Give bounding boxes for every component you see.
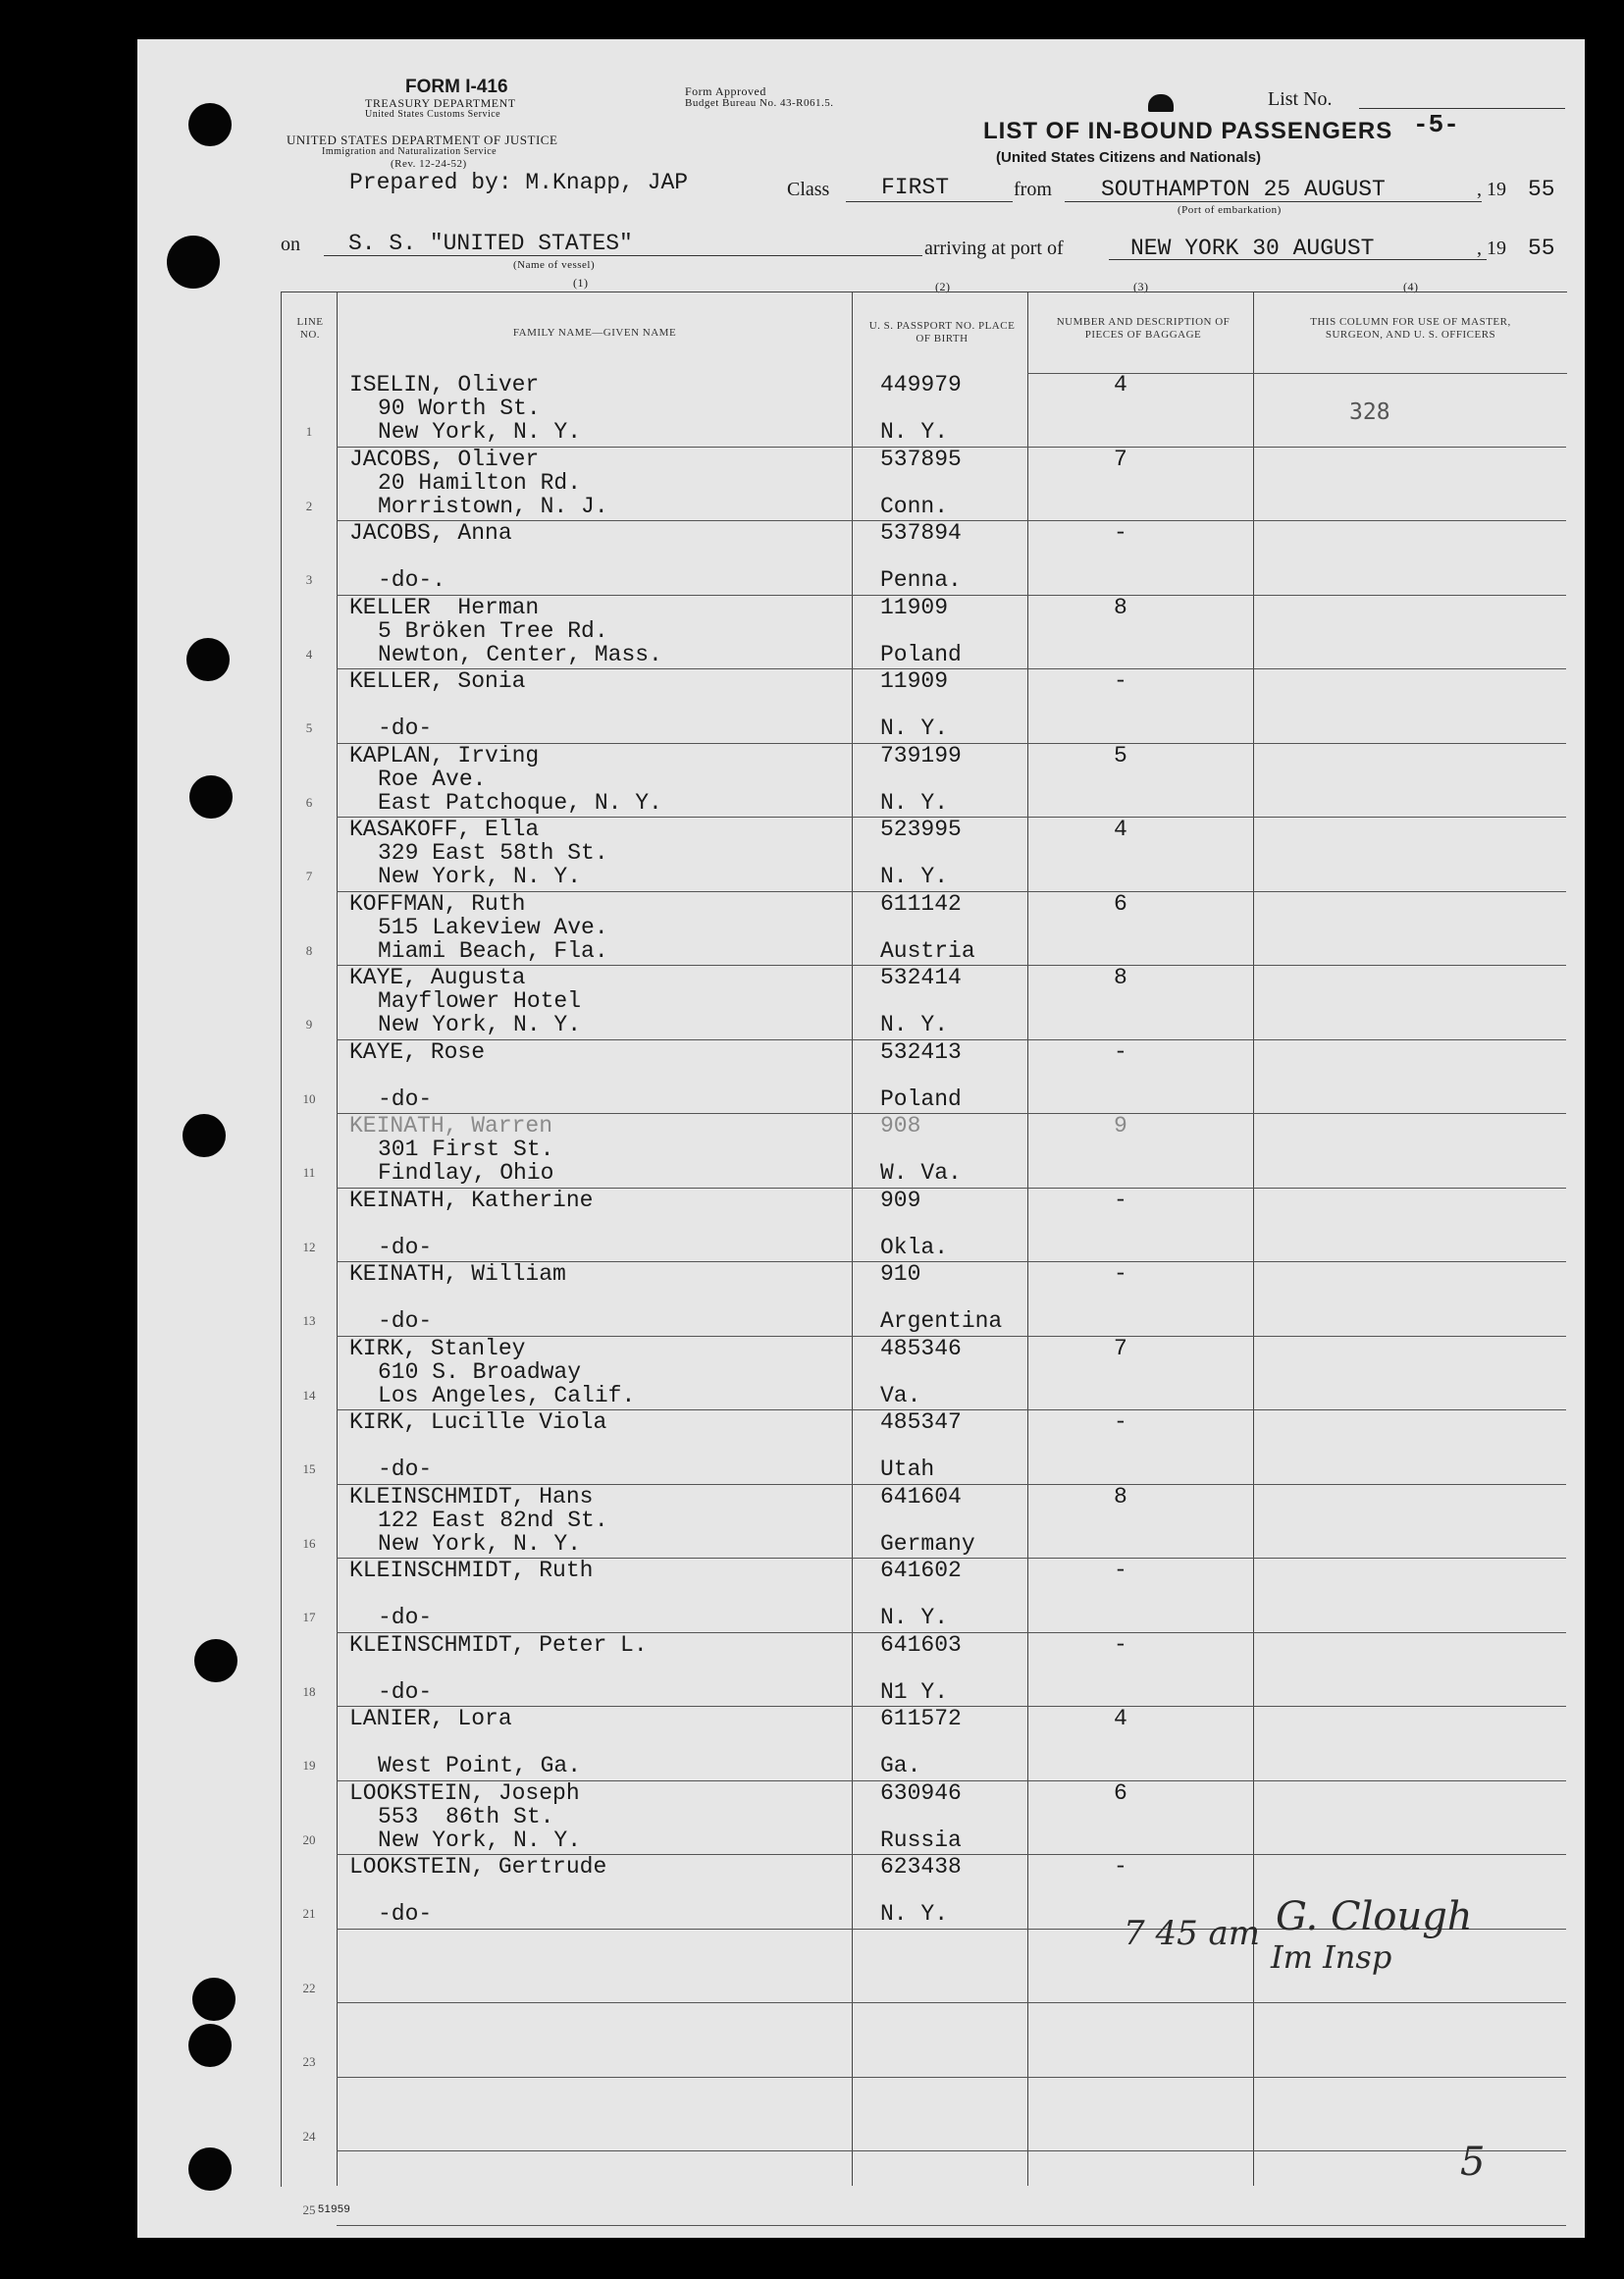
place-of-birth: Utah (880, 1457, 935, 1482)
place-of-birth: Poland (880, 1086, 962, 1112)
punch-hole (186, 638, 230, 681)
baggage-count: - (1114, 1631, 1127, 1658)
baggage-count: 4 (1114, 372, 1127, 398)
passport-number: 623438 (880, 1854, 962, 1880)
baggage-count: - (1114, 1558, 1127, 1583)
passport-number: 739199 (880, 742, 962, 768)
passenger-name: JACOBS, Oliver (349, 446, 540, 472)
line-number: 12 (302, 1239, 316, 1254)
line-number: 19 (302, 1758, 316, 1773)
passport-number: 630946 (880, 1779, 962, 1806)
place-of-birth: N. Y. (880, 1901, 949, 1927)
vessel-note: (Name of vessel) (513, 259, 596, 271)
baggage-count: - (1114, 668, 1127, 694)
passenger-name: KEINATH, Warren (349, 1113, 553, 1139)
baggage-count: - (1114, 1854, 1127, 1880)
punch-hole (188, 2024, 232, 2067)
address-line-1: 5 Bröken Tree Rd. (378, 617, 608, 644)
address-line-1: 90 Worth St. (378, 396, 541, 421)
address-line-2: Miami Beach, Fla. (378, 937, 608, 964)
arriving-value: NEW YORK 30 AUGUST (1130, 236, 1375, 261)
baggage-count: - (1114, 520, 1127, 546)
passenger-name: LANIER, Lora (349, 1706, 512, 1731)
list-no-mark (1148, 94, 1174, 112)
passport-number: 485346 (880, 1335, 962, 1361)
baggage-count: 5 (1114, 742, 1127, 768)
address-line-2: West Point, Ga. (378, 1753, 582, 1778)
place-of-birth: N. Y. (880, 419, 949, 445)
header-officers: THIS COLUMN FOR USE OF MASTER, SURGEON, AND U. S. OFFICERS (1310, 316, 1511, 341)
place-of-birth: Argentina (880, 1308, 1003, 1334)
treasury-dept: TREASURY DEPARTMENT (365, 96, 516, 110)
address-line-2: -do- (378, 1086, 433, 1112)
place-of-birth: W. Va. (880, 1160, 962, 1186)
list-no-value: -5- (1413, 110, 1459, 139)
from-year: 55 (1528, 177, 1555, 202)
address-line-2: Newton, Center, Mass. (378, 641, 662, 667)
passenger-name: KEINATH, William (349, 1261, 566, 1287)
address-line-2: -do- (378, 1678, 433, 1705)
address-line-1: Mayflower Hotel (378, 988, 582, 1014)
from-value: SOUTHAMPTON 25 AUGUST (1101, 177, 1386, 202)
col-index-3: (3) (1133, 280, 1149, 293)
address-line-2: -do- (378, 1234, 433, 1260)
form-title: FORM I-416 (405, 77, 508, 97)
baggage-count: - (1114, 1409, 1127, 1435)
address-line-2: -do- (378, 1308, 433, 1334)
passenger-name: LOOKSTEIN, Gertrude (349, 1854, 607, 1880)
line-number: 25 (302, 2202, 316, 2217)
handwritten-page-mark: 5 (1460, 2140, 1486, 2185)
passenger-name: KAPLAN, Irving (349, 742, 540, 768)
header-line-no: LINE NO. (296, 316, 324, 341)
punch-hole (188, 2147, 232, 2191)
place-of-birth: N. Y. (880, 864, 949, 889)
passenger-name: KOFFMAN, Ruth (349, 890, 526, 917)
baggage-count: 4 (1114, 1706, 1127, 1731)
passport-number: 641604 (880, 1483, 962, 1510)
place-of-birth: N. Y. (880, 716, 949, 741)
class-underline (846, 201, 1013, 202)
baggage-count: 4 (1114, 817, 1127, 842)
place-of-birth: Poland (880, 641, 962, 667)
passport-number: 641603 (880, 1631, 962, 1658)
passport-number: 641602 (880, 1558, 962, 1583)
address-line-1: 122 East 82nd St. (378, 1507, 608, 1533)
line-number: 14 (302, 1387, 316, 1403)
baggage-count: 9 (1114, 1113, 1127, 1139)
line-number: 13 (302, 1313, 316, 1328)
place-of-birth: Penna. (880, 567, 962, 593)
form-rev: (Rev. 12-24-52) (391, 158, 467, 170)
passenger-name: KIRK, Stanley (349, 1335, 526, 1361)
line-number: 4 (305, 646, 313, 662)
address-line-1: 610 S. Broadway (378, 1358, 582, 1385)
passenger-name: KEINATH, Katherine (349, 1187, 594, 1213)
customs-service: United States Customs Service (365, 109, 501, 120)
punch-hole (188, 103, 232, 146)
place-of-birth: Russia (880, 1827, 962, 1853)
line-number: 18 (302, 1683, 316, 1699)
address-line-2: -do- (378, 1901, 433, 1927)
passenger-name: KIRK, Lucille Viola (349, 1409, 607, 1435)
line-number: 9 (305, 1017, 313, 1032)
passenger-name: ISELIN, Oliver (349, 372, 540, 398)
address-line-2: Los Angeles, Calif. (378, 1382, 636, 1408)
line-number: 5 (305, 720, 313, 735)
address-line-2: Morristown, N. J. (378, 493, 608, 519)
punch-hole (183, 1114, 226, 1157)
address-line-2: Findlay, Ohio (378, 1160, 554, 1186)
baggage-count: - (1114, 1261, 1127, 1287)
handwritten-signature: G. Clough (1276, 1894, 1473, 1939)
passport-number: 11909 (880, 668, 949, 694)
passport-number: 11909 (880, 594, 949, 620)
baggage-count: 7 (1114, 446, 1127, 472)
from-label: from (1014, 179, 1052, 200)
address-line-2: New York, N. Y. (378, 1012, 582, 1037)
table-row (281, 2003, 1566, 2078)
ins-service: Immigration and Naturalization Service (322, 146, 498, 157)
line-number: 10 (302, 1090, 316, 1106)
line-number: 11 (302, 1165, 316, 1180)
place-of-birth: N1 Y. (880, 1678, 949, 1705)
passenger-name: KASAKOFF, Ella (349, 817, 540, 842)
passenger-name: KLEINSCHMIDT, Peter L. (349, 1631, 648, 1658)
line-number: 8 (305, 942, 313, 958)
passenger-name: JACOBS, Anna (349, 520, 512, 546)
address-line-2: New York, N. Y. (378, 864, 582, 889)
address-line-2: -do- (378, 1457, 433, 1482)
punch-hole (192, 1978, 236, 2021)
place-of-birth: Okla. (880, 1234, 949, 1260)
line-number: 7 (305, 869, 313, 883)
port-embark-note: (Port of embarkation) (1178, 204, 1282, 216)
passport-number: 485347 (880, 1409, 962, 1435)
baggage-count: 8 (1114, 1483, 1127, 1510)
line-number: 22 (302, 1980, 316, 1995)
place-of-birth: Germany (880, 1530, 975, 1557)
header-name: FAMILY NAME—GIVEN NAME (512, 327, 677, 339)
address-line-1: 20 Hamilton Rd. (378, 469, 582, 496)
prepared-by: Prepared by: M.Knapp, JAP (349, 170, 689, 195)
arr-year: 55 (1528, 236, 1555, 261)
row-line (337, 2225, 1566, 2226)
baggage-count: 8 (1114, 965, 1127, 990)
address-line-1: 301 First St. (378, 1137, 554, 1162)
line-number: 1 (305, 424, 313, 439)
address-line-1: 553 86th St. (378, 1803, 554, 1829)
passenger-name: KAYE, Augusta (349, 965, 526, 990)
line-number: 24 (302, 2128, 316, 2144)
place-of-birth: Ga. (880, 1753, 921, 1778)
passenger-name: KAYE, Rose (349, 1038, 486, 1065)
place-of-birth: N. Y. (880, 789, 949, 816)
line-number: 3 (305, 572, 313, 587)
place-of-birth: Austria (880, 937, 975, 964)
passport-number: 909 (880, 1187, 921, 1213)
passport-number: 910 (880, 1261, 921, 1287)
passenger-name: LOOKSTEIN, Joseph (349, 1779, 580, 1806)
table-row (281, 2078, 1566, 2152)
address-line-2: -do- (378, 716, 433, 741)
place-of-birth: Conn. (880, 493, 949, 519)
table-row (281, 2151, 1566, 2226)
passport-number: 537895 (880, 446, 962, 472)
punch-hole (189, 775, 233, 819)
class-label: Class (787, 179, 830, 200)
passport-number: 523995 (880, 817, 962, 842)
place-of-birth: Va. (880, 1382, 921, 1408)
arr-year-prefix: , 19 (1477, 238, 1506, 259)
vessel-name: S. S. "UNITED STATES" (348, 231, 633, 256)
passenger-name: KLEINSCHMIDT, Ruth (349, 1558, 594, 1583)
address-line-1: Roe Ave. (378, 766, 487, 792)
col-index-1: (1) (573, 276, 589, 290)
line-number: 2 (305, 498, 313, 513)
baggage-count: 6 (1114, 1779, 1127, 1806)
address-line-2: New York, N. Y. (378, 419, 582, 445)
passport-number: 537894 (880, 520, 962, 546)
passenger-name: KELLER Herman (349, 594, 540, 620)
col-index-4: (4) (1403, 280, 1419, 293)
on-label: on (281, 234, 300, 255)
line-number: 21 (302, 1906, 316, 1921)
line-number: 20 (302, 1831, 316, 1847)
arriving-label: arriving at port of (924, 238, 1064, 259)
passport-number: 532414 (880, 965, 962, 990)
address-line-2: -do- (378, 1605, 433, 1630)
footer-code: 51959 (318, 2203, 351, 2215)
justice-dept: UNITED STATES DEPARTMENT OF JUSTICE (287, 132, 558, 147)
baggage-count: 6 (1114, 890, 1127, 917)
header-passport: U. S. PASSPORT NO. PLACE OF BIRTH (868, 320, 1016, 344)
line-number: 16 (302, 1535, 316, 1551)
list-subtitle: (United States Citizens and Nationals) (996, 149, 1262, 166)
place-of-birth: N. Y. (880, 1605, 949, 1630)
baggage-count: 7 (1114, 1335, 1127, 1361)
passport-number: 449979 (880, 372, 962, 398)
passenger-name: KLEINSCHMIDT, Hans (349, 1483, 594, 1510)
passenger-name: KELLER, Sonia (349, 668, 526, 694)
address-line-2: New York, N. Y. (378, 1827, 582, 1853)
passport-number: 532413 (880, 1038, 962, 1065)
punch-hole (167, 236, 220, 289)
place-of-birth: N. Y. (880, 1012, 949, 1037)
passport-number: 908 (880, 1113, 921, 1139)
address-line-2: New York, N. Y. (378, 1530, 582, 1557)
officer-note: 328 (1349, 399, 1390, 425)
list-title: LIST OF IN-BOUND PASSENGERS (983, 118, 1393, 144)
col-index-2: (2) (935, 280, 951, 293)
passport-number: 611572 (880, 1706, 962, 1731)
address-line-2: East Patchoque, N. Y. (378, 789, 662, 816)
line-number: 17 (302, 1610, 316, 1624)
address-line-1: 329 East 58th St. (378, 840, 608, 866)
handwritten-signature-2: Im Insp (1271, 1938, 1392, 1976)
baggage-count: - (1114, 1187, 1127, 1213)
passport-number: 611142 (880, 890, 962, 917)
class-value: FIRST (881, 175, 950, 200)
list-no-label: List No. (1268, 88, 1333, 110)
baggage-count: - (1114, 1038, 1127, 1065)
line-number: 23 (302, 2054, 316, 2069)
from-year-prefix: , 19 (1477, 179, 1506, 200)
form-approved: Form Approved (685, 84, 766, 98)
baggage-count: 8 (1114, 594, 1127, 620)
address-line-2: -do-. (378, 567, 446, 593)
header-baggage: NUMBER AND DESCRIPTION OF PIECES OF BAGGAGE (1056, 316, 1231, 341)
punch-hole (194, 1639, 237, 1682)
line-number: 6 (305, 794, 313, 810)
list-no-underline (1359, 108, 1565, 109)
address-line-1: 515 Lakeview Ave. (378, 914, 608, 940)
line-number: 15 (302, 1461, 316, 1476)
handwritten-time: 7 45 am (1124, 1914, 1261, 1953)
budget-bureau: Budget Bureau No. 43-R061.5. (685, 97, 834, 109)
